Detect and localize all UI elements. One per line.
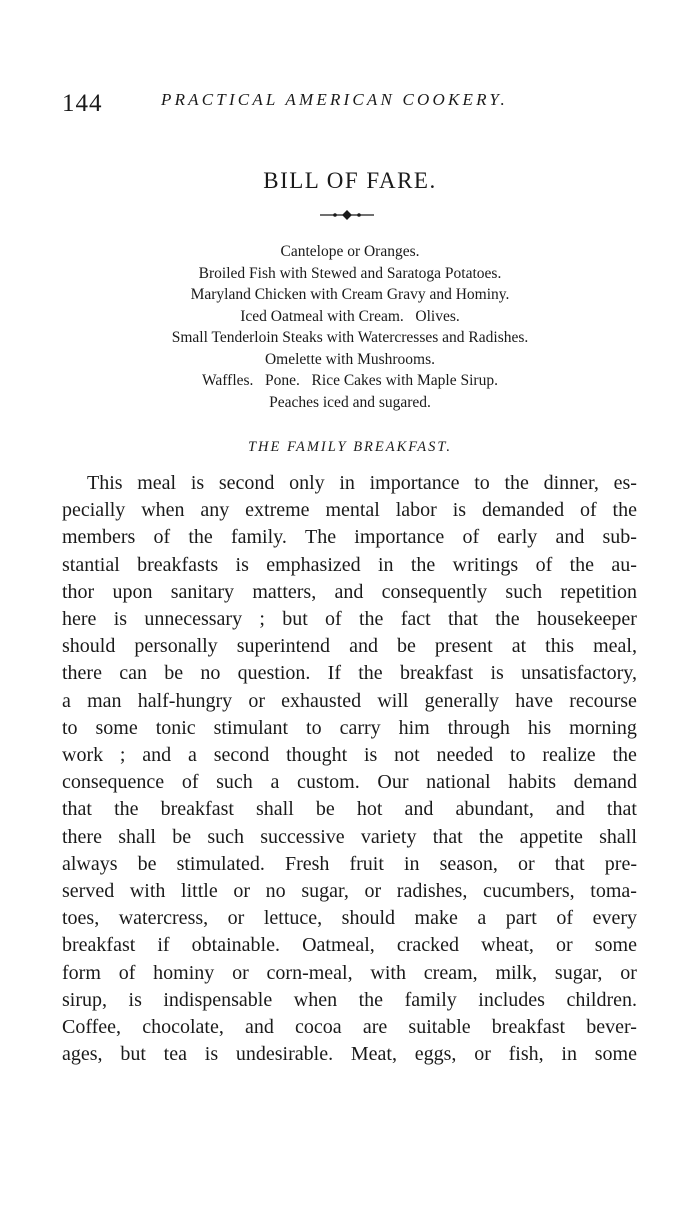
body-line: This meal is second only in importance to the dinner, es- (87, 472, 637, 494)
body-line: stantial breakfasts is emphasized in the writings of the au- (62, 553, 637, 576)
body-line: members of the family. The importance of early and sub- (62, 526, 637, 549)
bill-of-fare-menu (0, 241, 700, 413)
menu-item: Broiled Fish with Stewed and Saratoga Potatoes. (198, 264, 502, 282)
body-line: that the breakfast shall be hot and abundant, and that (62, 798, 637, 821)
page-header (62, 84, 642, 124)
body-line: should personally superintend and be present at this meal, (62, 635, 637, 658)
body-line: work ; and a second thought is not needed to realize the (62, 744, 637, 767)
body-line: there shall be such successive variety that the appetite shall (62, 825, 637, 848)
body-line: ages, but tea is undesirable. Meat, eggs, or fish, in some (62, 1043, 637, 1066)
body-line: toes, watercress, or lettuce, should make a part of every (62, 907, 637, 930)
body-line: consequence of such a custom. Our national habits demand (62, 771, 637, 794)
menu-item: Waffles. Pone. Rice Cakes with Maple Sirup. (202, 372, 498, 389)
subsection-title: THE FAMILY BREAKFAST. (247, 439, 453, 455)
body-line: there can be no question. If the breakfast is unsatisfactory, (62, 662, 637, 685)
menu-item: Small Tenderloin Steaks with Watercresses and Radishes. (171, 329, 529, 346)
running-head: PRACTICAL AMERICAN COOKERY. (161, 90, 508, 109)
menu-item: Peaches iced and sugared. (269, 393, 431, 411)
menu-item: Iced Oatmeal with Cream. Olives. (240, 307, 460, 325)
body-line: pecially when any extreme mental labor is demanded of the (62, 499, 637, 522)
body-line: form of hominy or corn-meal, with cream, milk, sugar, or (62, 961, 637, 984)
body-line: a man half-hungry or exhausted will generally have recourse (62, 689, 637, 712)
body-line: sirup, is indispensable when the family includes children. (62, 988, 637, 1011)
body-paragraph (62, 470, 637, 1068)
body-line: thor upon sanitary matters, and consequently such repetition (62, 580, 637, 603)
body-line: to some tonic stimulant to carry him through his morning (62, 716, 637, 739)
page-number: 144 (62, 90, 103, 117)
section-title: BILL OF FARE. (263, 168, 437, 193)
body-line: Coffee, chocolate, and cocoa are suitable breakfast bever- (62, 1016, 637, 1039)
menu-item: Omelette with Mushrooms. (264, 350, 436, 368)
fleuron-divider-icon (318, 209, 376, 221)
body-line: always be stimulated. Fresh fruit in season, or that pre- (62, 852, 637, 875)
body-line: here is unnecessary ; but of the fact that the housekeeper (62, 608, 637, 631)
menu-item: Cantelope or Oranges. (280, 243, 420, 260)
body-line: served with little or no sugar, or radishes, cucumbers, toma- (62, 880, 637, 903)
menu-item: Maryland Chicken with Cream Gravy and Hominy. (190, 286, 510, 303)
body-line: breakfast if obtainable. Oatmeal, cracked wheat, or some (62, 934, 637, 957)
